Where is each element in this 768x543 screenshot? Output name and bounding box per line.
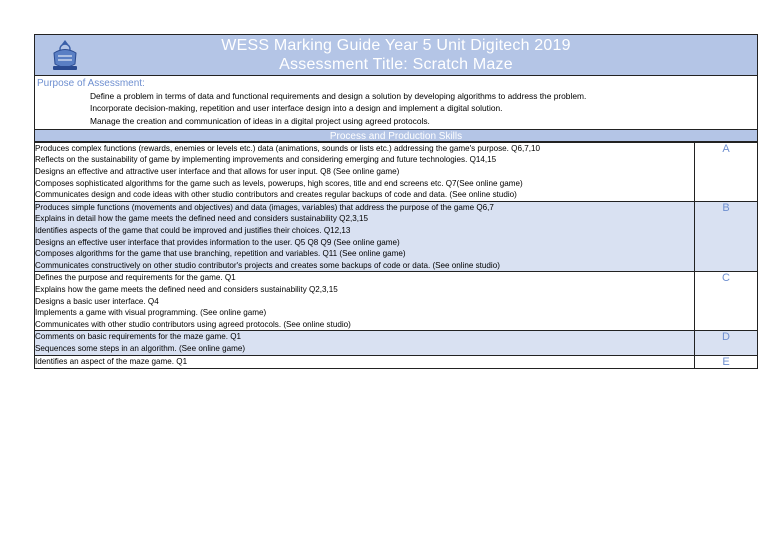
criteria-cell xyxy=(35,201,695,272)
criteria-cell xyxy=(35,355,695,368)
grade-label: A xyxy=(695,142,758,201)
grade-row-d xyxy=(35,331,758,355)
purpose-label: Purpose of Assessment: xyxy=(37,78,145,89)
assessment-title: Assessment Title: Scratch Maze xyxy=(279,56,513,73)
criteria-cell xyxy=(35,331,695,355)
purpose-section xyxy=(34,76,758,129)
criteria-cell xyxy=(35,142,695,201)
criterion: Explains how the game meets the defined need and considers sustainability Q2,3,15 xyxy=(35,285,338,295)
grade-row-a xyxy=(35,142,758,201)
purpose-item: Manage the creation and communication of ideas in a digital project using agreed protocols. xyxy=(90,115,430,126)
grade-row-c xyxy=(35,272,758,331)
grade-row-e xyxy=(35,355,758,368)
criterion: Composes algorithms for the game that use branching, repetition and variables. Q11 (See online game) xyxy=(35,249,406,259)
grade-label: C xyxy=(695,272,758,331)
criterion: Communicates with other studio contributors using agreed protocols. (See online studio) xyxy=(35,319,351,329)
criterion: Designs a basic user interface. Q4 xyxy=(35,296,159,306)
purpose-list xyxy=(37,90,755,127)
criterion: Produces complex functions (rewards, enemies or levels etc.) data (animations, sounds or lists etc.) addressing the game's purpose. Q6,7,10 xyxy=(35,143,540,153)
criterion: Implements a game with visual programming. (See online game) xyxy=(35,308,267,318)
section-header: Process and Production Skills xyxy=(34,129,758,142)
purpose-item: Incorporate decision-making, repetition and user interface design into a design and implement a digital solution. xyxy=(90,103,503,114)
criterion: Produces simple functions (movements and objectives) and data (images, variables) that address the purpose of the game Q6,7 xyxy=(35,202,494,212)
criterion: Communicates design and code ideas with other studio contributors and creates regular backups of code and data. (See online studio) xyxy=(35,190,517,200)
grade-label: E xyxy=(695,355,758,368)
guide-title: WESS Marking Guide Year 5 Unit Digitech 2019 xyxy=(221,37,571,54)
criterion: Designs an effective and attractive user interface and that allows for user input. Q8 (See online game) xyxy=(35,167,400,177)
criteria-cell xyxy=(35,272,695,331)
criterion: Communicates constructively on other studio contributor's projects and creates some backups of code or data. (See online studio) xyxy=(35,260,500,270)
criterion: Defines the purpose and requirements for the game. Q1 xyxy=(35,273,236,283)
grade-table xyxy=(34,142,758,369)
marking-guide-sheet xyxy=(34,34,758,369)
criterion: Identifies aspects of the game that could be improved and justifies their choices. Q12,13 xyxy=(35,226,351,236)
grade-row-b xyxy=(35,201,758,272)
grade-label: B xyxy=(695,201,758,272)
criterion: Reflects on the sustainability of game by implementing improvements and considering emerging and future technologies. Q14,15 xyxy=(35,155,497,165)
grade-label: D xyxy=(695,331,758,355)
criterion: Sequences some steps in an algorithm. (See online game) xyxy=(35,343,246,353)
guide-header xyxy=(34,34,758,76)
purpose-item: Define a problem in terms of data and functional requirements and design a solution by developing algorithms to address the problem. xyxy=(90,91,587,101)
criterion: Explains in detail how the game meets the defined need and considers sustainability Q2,3,15 xyxy=(35,214,368,224)
criterion: Composes sophisticated algorithms for the game such as levels, powerups, high scores, title and end screens etc. Q7(See online game) xyxy=(35,178,523,188)
criterion: Identifies an aspect of the maze game. Q1 xyxy=(35,356,188,366)
criterion: Comments on basic requirements for the maze game. Q1 xyxy=(35,332,242,342)
criterion: Designs an effective user interface that provides information to the user. Q5 Q8 Q9 (See online game) xyxy=(35,237,400,247)
